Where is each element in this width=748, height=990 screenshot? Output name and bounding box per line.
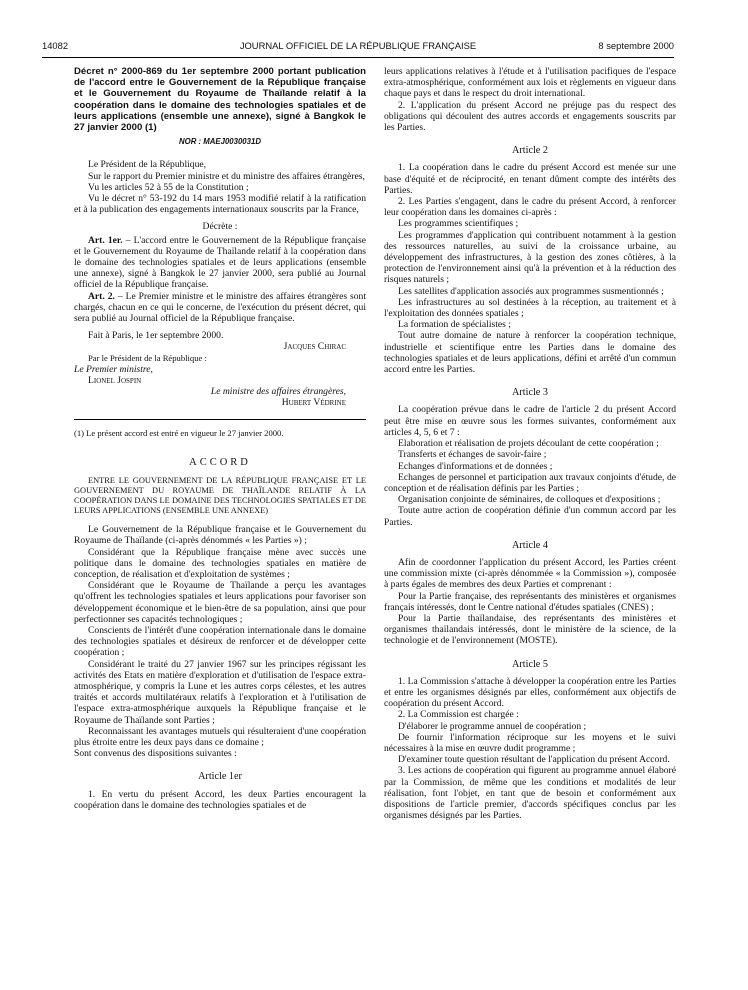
list-item: Tout autre domaine de nature à renforcer la coopération technique, industrielle et scientifique entre les Parties dans le domaine des technologies spatiales et de leurs applications, défini et arrêté d'un commun accord entre les Parties. (384, 330, 676, 376)
pm-title: Le Premier ministre, (74, 363, 153, 375)
list-item: Les satellites d'application associés aux programmes susmentionnés ; (398, 285, 664, 297)
article-heading: Article 5 (512, 658, 548, 670)
list-item: Transferts et échanges de savoir-faire ; (398, 449, 547, 461)
paragraph: Vu les articles 52 à 55 de la Constitution ; (88, 181, 249, 193)
pm-name: Lionel Jospin (88, 375, 142, 387)
paragraph: Sont convenus des dispositions suivantes : (74, 748, 237, 760)
list-item: Toute autre action de coopération définie d'un commun accord par les Parties. (384, 505, 676, 528)
header-rule (42, 57, 674, 58)
list-item: Echanges d'informations et de données ; (398, 460, 553, 472)
paragraph: Afin de coordonner l'application du présent Accord, les Parties créent une commission mixte (ci-après dénommée « la Commission »), composée à parts égales de membres des deux Parties et comprenant : (384, 556, 676, 591)
paragraph: 1. La coopération dans le cadre du présent Accord est menée sur une base d'équité et de réciprocité, en tenant dûment compte des intérêts des Parties. (384, 162, 676, 196)
signature-date: Fait à Paris, le 1er septembre 2000. (88, 330, 224, 342)
paragraph: leurs applications relatives à l'étude et à l'utilisation pacifiques de l'espace extra-atmosphérique, conformément aux lois et règlements en vigueur dans chaque pays et dans le respect du droit international. (384, 66, 676, 100)
publication-date: 8 septembre 2000 (598, 40, 674, 51)
list-item: Elaboration et réalisation de projets découlant de cette coopération ; (398, 438, 659, 450)
nor-reference: NOR : MAEJ0030031D (179, 137, 261, 147)
paragraph: 2. Les Parties s'engagent, dans le cadre du présent Accord, à renforcer leur coopération dans les domaines ci-après : (384, 196, 676, 219)
paragraph: 2. La Commission est chargée : (398, 709, 519, 721)
paragraph: Le Président de la République, (88, 159, 207, 171)
left-column (74, 66, 366, 811)
par-le-president: Par le Président de la République : (88, 352, 207, 363)
accord-heading: ACCORD (189, 456, 251, 468)
decrete-heading: Décrète : (202, 221, 238, 233)
minister-name: Hubert Védrine (281, 397, 346, 409)
paragraph: 2. L'application du présent Accord ne préjuge pas du respect des obligations qui découlent des autres accords et engagements souscrits par les Parties. (384, 99, 676, 134)
article-heading: Article 4 (512, 539, 548, 551)
paragraph: Sur le rapport du Premier ministre et du ministre des affaires étrangères, (88, 170, 365, 182)
signatory-president: Jacques Chirac (283, 341, 346, 353)
list-item: Echanges de personnel et participation aux travaux conjoints d'étude, de conception et de réalisation définis par les Parties ; (384, 471, 676, 494)
article-heading: Article 1er (198, 771, 242, 783)
minister-title: Le ministre des affaires étrangères, (210, 386, 346, 398)
article-paragraph: Art. 1er. – L'accord entre le Gouvernement de la République française et le Gouvernement du Royaume de Thaïlande relatif à la coopération dans le domaine des technologies spatiales et de leurs applications (ensemble une annexe), signé à Bangkok le 27 janvier 2000, sera publié au Journal officiel de la République française. (74, 234, 367, 291)
paragraph: 1. En vertu du présent Accord, les deux Parties encouragent la coopération dans le domaine des technologies spatiales et de (74, 788, 366, 811)
paragraph: 1. La Commission s'attache à développer la coopération entre les Parties et entre les organismes désignés par elles, conformément aux objectifs de coopération du présent Accord. (384, 675, 676, 710)
list-item: La formation de spécialistes ; (398, 319, 511, 331)
paragraph: Considérant que le Royaume de Thaïlande a perçu les avantages qu'offrent les technologies spatiales et leurs applications pour favoriser son développement économique et le bien-être de sa population, ainsi que pour perfectionner ses capacités technologiques ; (74, 580, 366, 625)
footnote-rule (74, 419, 366, 420)
page-number: 14082 (42, 40, 69, 51)
accord-subtitle: ENTRE LE GOUVERNEMENT DE LA RÉPUBLIQUE FRANÇAISE ET LE GOUVERNEMENT DU ROYAUME DE THAÏLANDE RELATIF À LA COOPÉRATION DANS LE DOMAINE DES TECHNOLOGIES SPATIALES ET DE LEURS APPLICATIONS (ENSEMBLE UNE ANNEXE) (74, 476, 366, 516)
paragraph: Considérant que la République française mène avec succès une politique dans le domaine des technologies spatiales en matière de conception, de réalisation et d'exploitation de systèmes ; (74, 546, 366, 580)
list-item: D'élaborer le programme annuel de coopération ; (398, 720, 587, 732)
list-item: Les programmes d'application qui contribuent notamment à la gestion des ressources naturelles, au suivi de la croissance urbaine, au développement des infrastructures, à la gestion des zones côtières, à la protection de l'environnement ainsi qu'à la prévention et à la réduction des risques naturels ; (384, 229, 676, 286)
article-heading: Article 2 (512, 145, 548, 157)
article-heading: Article 3 (512, 387, 548, 399)
paragraph: Vu le décret n° 53-192 du 14 mars 1953 modifié relatif à la ratification et à la publication des engagements internationaux souscrits par la France, (74, 193, 366, 216)
list-item: De fournir l'information réciproque sur les moyens et le suivi nécessaires à la mise en œuvre dudit programme ; (384, 731, 676, 754)
journal-title: JOURNAL OFFICIEL DE LA RÉPUBLIQUE FRANÇAISE (239, 40, 477, 51)
paragraph: La coopération prévue dans le cadre de l'article 2 du présent Accord peut être mise en œuvre sous les formes suivantes, conformément aux articles 4, 5, 6 et 7 : (384, 404, 676, 438)
decree-title: Décret n° 2000-869 du 1er septembre 2000 portant publication de l'accord entre le Gouvernement de la République française et le Gouvernement du Royaume de Thaïlande relatif à la coopération dans le domaine des technologies spatiales et de leurs applications (ensemble une annexe), signé à Bangkok le 27 janvier 2000 (1) (74, 66, 366, 134)
paragraph: Pour la Partie française, des représentants des ministères et organismes français intéressés, dont le Centre national d'études spatiales (CNES) ; (384, 590, 676, 613)
list-item: Organisation conjointe de séminaires, de colloques et d'expositions ; (398, 494, 661, 506)
paragraph: Considérant le traité du 27 janvier 1967 sur les principes régissant les activités des Etats en matière d'exploration et d'utilisation de l'espace extra-atmosphérique, y compris la Lune et les autres corps célestes, et les autres traités et accords multilatéraux relatifs à l'exploration et à l'utilisation de l'espace extra-atmosphérique auxquels la République française et le Royaume de Thaïlande sont Parties ; (74, 658, 366, 726)
footnote: (1) Le présent accord est entré en vigueur le 27 janvier 2000. (74, 427, 284, 438)
paragraph: Conscients de l'intérêt d'une coopération internationale dans le domaine des technologies spatiales et désireux de renforcer et de développer cette coopération ; (74, 624, 366, 659)
right-column (384, 66, 676, 821)
article-paragraph: Art. 2. – Le Premier ministre et le ministre des affaires étrangères sont chargés, chacun en ce qui le concerne, de l'exécution du présent décret, qui sera publié au Journal officiel de la République française. (74, 290, 367, 325)
paragraph: Reconnaissant les avantages mutuels qui résulteraient d'une coopération plus étroite entre les deux pays dans ce domaine ; (74, 725, 366, 748)
paragraph: Pour la Partie thaïlandaise, des représentants des ministères et organismes thaïlandais intéressés, dont le ministère de la science, de la technologie et de l'environnement (MOSTE). (384, 612, 676, 647)
list-item: D'examiner toute question résultant de l'application du présent Accord. (398, 754, 670, 766)
list-item: Les programmes scientifiques ; (398, 218, 519, 230)
list-item: Les infrastructures au sol destinées à la réception, au traitement et à l'exploitation des données spatiales ; (384, 296, 676, 320)
page-header (42, 40, 674, 54)
paragraph: 3. Les actions de coopération qui figurent au programme annuel élaboré par la Commission, de même que les conditions et modalités de leur réalisation, font l'objet, en tant que de besoin et conformément aux dispositions de l'article premier, d'accords spécifiques conclus par les organismes désignés par les Parties. (384, 765, 676, 822)
paragraph: Le Gouvernement de la République française et le Gouvernement du Royaume de Thaïlande (ci-après dénommés « les Parties ») ; (74, 524, 366, 547)
